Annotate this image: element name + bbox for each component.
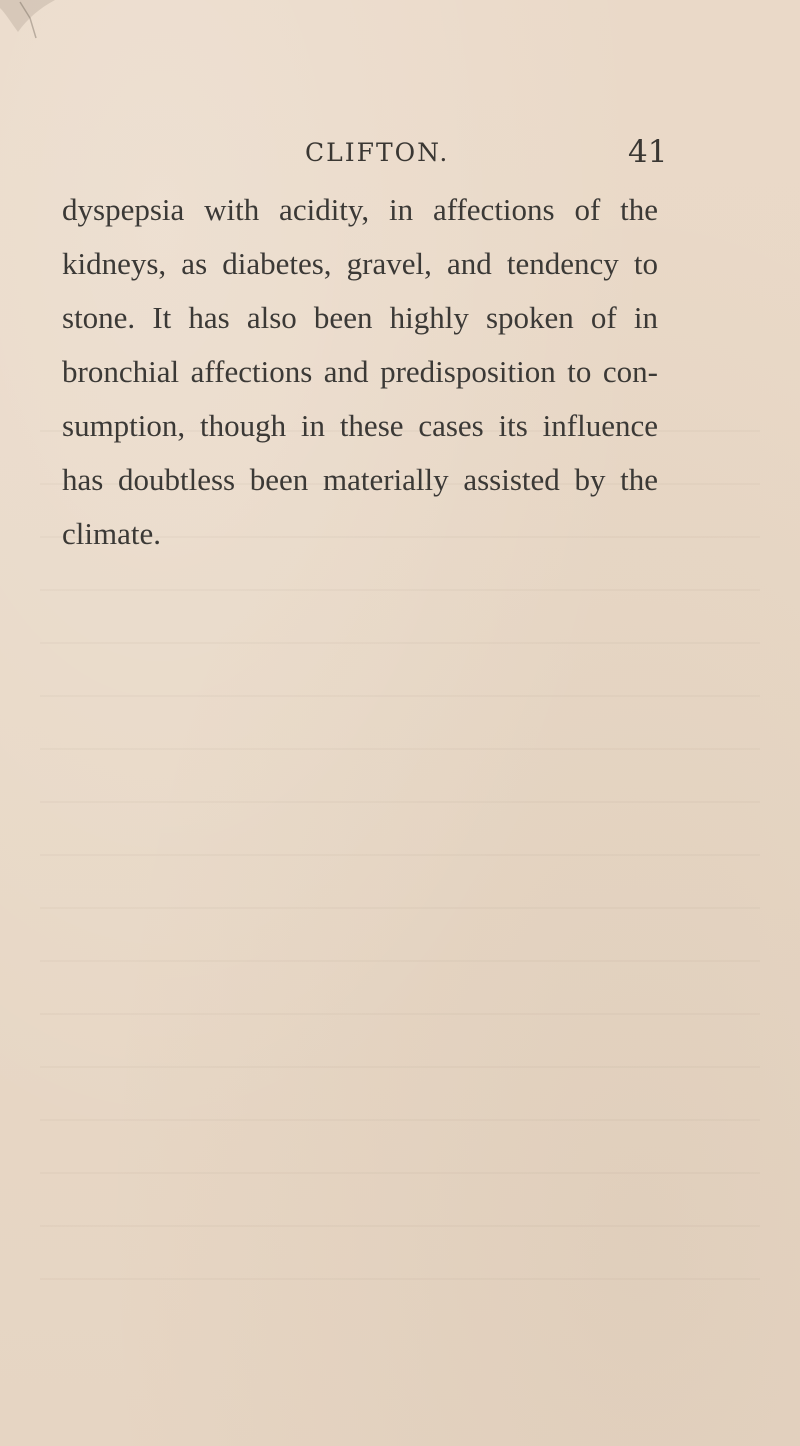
body-paragraph bbox=[62, 183, 658, 561]
page-corner-stain bbox=[0, 0, 90, 60]
text-line: sumption, though in these cases its influence bbox=[62, 408, 658, 443]
text-line: bronchial affections and predisposition to con- bbox=[62, 354, 658, 389]
running-title: CLIFTON. bbox=[305, 138, 450, 167]
text-line: dyspepsia with acidity, in affections of the bbox=[62, 192, 658, 227]
page-number: 41 bbox=[628, 134, 668, 170]
text-line: stone. It has also been highly spoken of in bbox=[62, 300, 658, 335]
text-line: kidneys, as diabetes, gravel, and tendency to bbox=[62, 246, 658, 281]
show-through-texture bbox=[40, 430, 760, 1330]
text-line: has doubtless been materially assisted by the bbox=[62, 462, 658, 497]
running-head bbox=[0, 134, 800, 178]
text-line: climate. bbox=[62, 516, 161, 551]
